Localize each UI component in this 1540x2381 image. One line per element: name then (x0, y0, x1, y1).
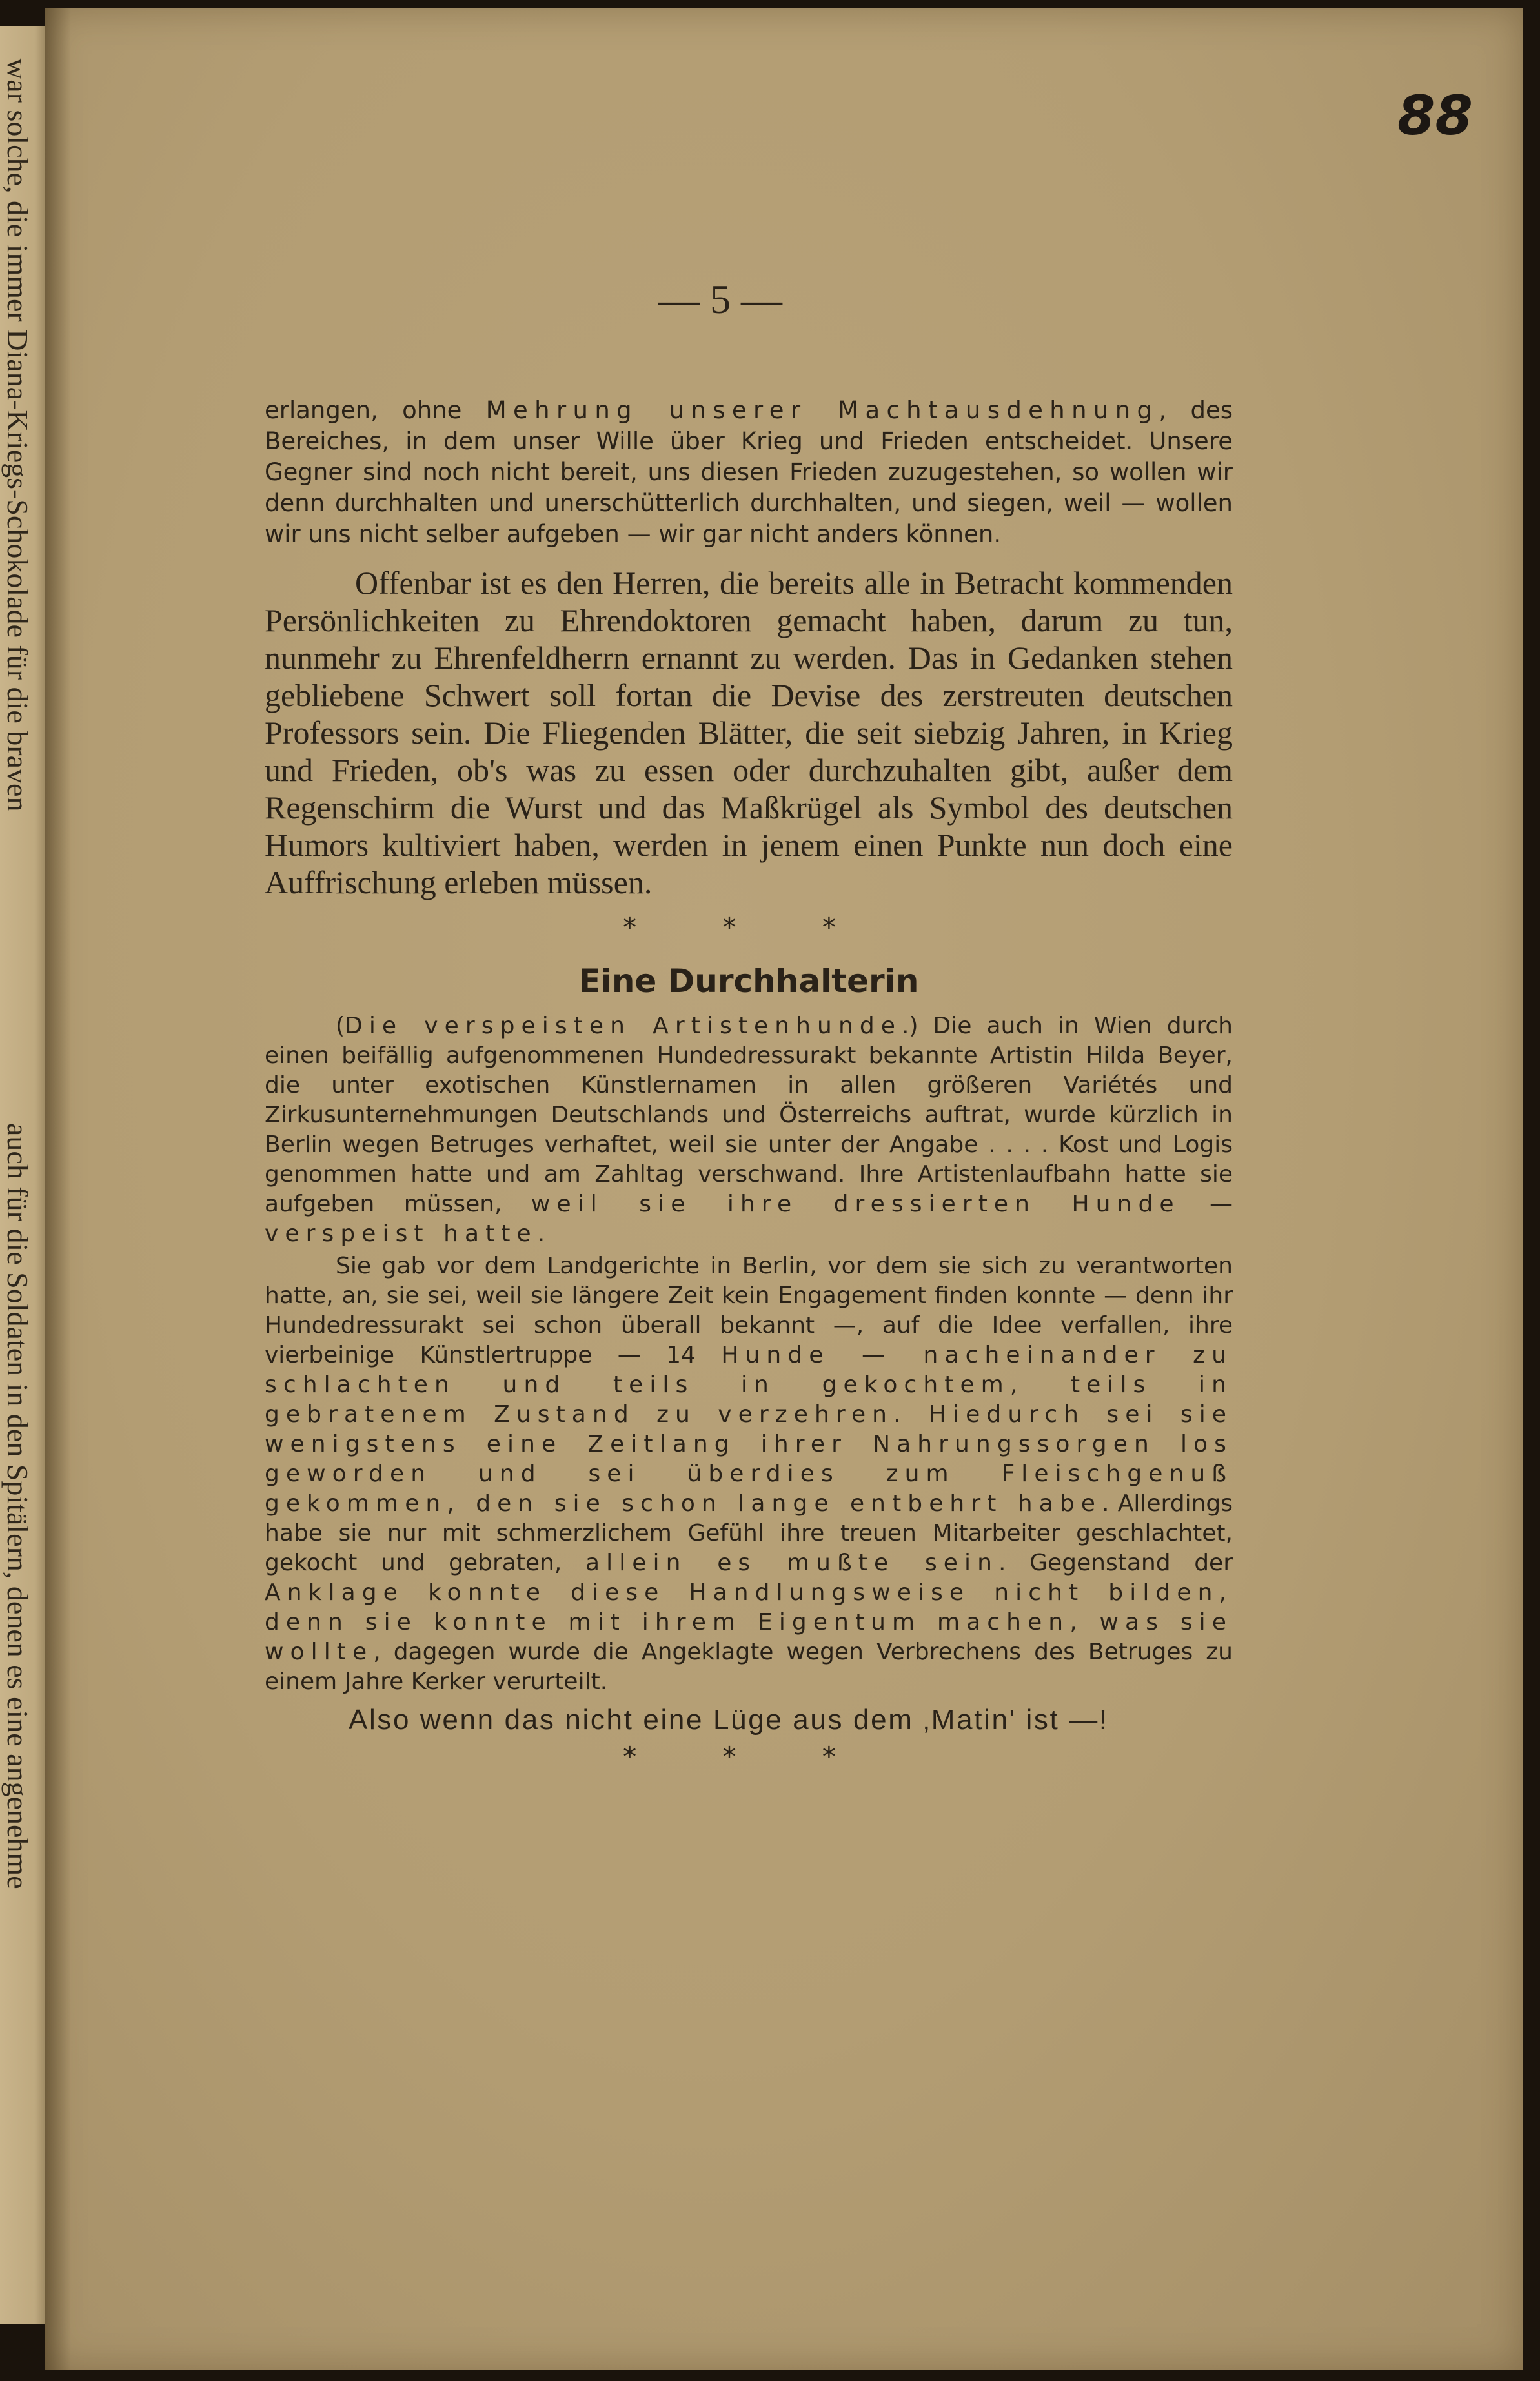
spaced-emphasis-run: Die verspeisten Artistenhunde (345, 1013, 902, 1039)
adjacent-page-strip (0, 26, 50, 2324)
text-run: Sie gab vor dem Landgerichte in Berlin, vor dem sie sich zu verantworten hatte, an, sie sei, weil sie längere Zeit kein Engagement finden konnte — denn ihr Hundedressurakt sei schon überall bekannt —, auf die Idee verfallen, ihre vierbeinige Künstlertruppe — 14 (265, 1253, 1233, 1368)
paragraph-3 (265, 1011, 1233, 1249)
paragraph-1 (265, 395, 1233, 550)
text-column (265, 395, 1233, 1792)
adjacent-page-text-lower: auch für die Soldaten in den Spitälern, denen es eine angenehme (1, 1123, 34, 1889)
spaced-emphasis-run: weil sie ihre dressierten Hunde (531, 1191, 1180, 1217)
text-run: ( (336, 1013, 345, 1039)
end-asterism: * * * (623, 1741, 875, 1772)
text-run: . (537, 1221, 545, 1247)
text-run: — (1180, 1191, 1233, 1217)
handwritten-page-mark: 88 (1397, 84, 1473, 147)
closing-line: Also wenn das nicht eine Lüge aus dem ‚Matin' ist —! (349, 1704, 1109, 1736)
paragraph-2: Offenbar ist es den Herren, die bereits alle in Betracht kommenden Persönlichkeiten zu Ehrendoktoren gemacht haben, darum zu tun, nunmehr zu Ehrenfeldherrn ernannt zu werden. Das in Gedanken stehen gebliebene Schwert soll fortan die Devise des zerstreuten deutschen Professors sein. Die Fliegenden Blätter, die seit siebzig Jahren, in Krieg und Frieden, ob's was zu essen oder durchzuhalten gibt, außer dem Regenschirm die Wurst und das Maßkrügel als Symbol des deutschen Humors kultiviert haben, werden in jenem einen Punkte nun doch eine Auffrischung erleben müssen. (265, 565, 1233, 900)
spaced-emphasis-run: allein es mußte sein (585, 1550, 998, 1576)
text-run: , des Bereiches, in dem unser Wille über Krieg und Frieden entscheidet. Unsere Gegner sind noch nicht bereit, uns diesen Frieden zuzugestehen, so wollen wir denn durchhalten und unerschütterlich durchhalten, und siegen, weil — wollen wir uns nicht selber aufgeben — wir gar nicht anders können. (265, 396, 1233, 548)
page-number: — 5 — (658, 276, 782, 322)
spaced-emphasis-run: Hunde — nacheinander zu schlachten und teils in gekochtem, teils in gebratenem Zustand zu verzehren. Hiedurch sei sie wenigstens eine Zeitlang ihrer Nahrungssorgen los geworden und sei überdies zum Fleischgenuß gekommen, den sie schon lange entbehrt habe (265, 1342, 1233, 1517)
adjacent-page-text-upper: war solche, die immer Diana-Kriegs-Schokolade für die braven (1, 58, 34, 812)
text-run: . Allerdings habe sie nur mit schmerzlichem Gefühl ihre treuen Mitarbeiter geschlachtet, gekocht und gebraten, (265, 1490, 1233, 1576)
spaced-emphasis-run: Mehrung unserer Machtausdehnung (485, 396, 1159, 424)
text-run: erlangen, ohne (265, 396, 486, 424)
article-heading: Eine Durchhalterin (578, 962, 919, 1000)
section-asterism: * * * (623, 911, 875, 943)
text-run: .) Die auch in Wien durch einen beifällig aufgenommenen Hundedressurakt bekannte Artistin Hilda Beyer, die unter exotischen Künstlernamen in allen größeren Variétés und Zirkusunternehmungen Deutschlands und Österreichs auftrat, wurde kürzlich in Berlin wegen Betruges verhaftet, weil sie unter der Angabe . . . . Kost und Logis genommen hatte und am Zahltag verschwand. Ihre Artistenlaufbahn hatte sie aufgeben müssen, (265, 1013, 1233, 1217)
spaced-emphasis-run: verspeist hatte (265, 1221, 538, 1247)
fold-shadow (45, 8, 71, 2370)
spaced-emphasis-run: Anklage konnte diese Handlungsweise nicht bilden, denn sie konnte mit ihrem Eigentum machen, was sie wollte (265, 1579, 1233, 1665)
paragraph-4 (265, 1251, 1233, 1697)
page (45, 8, 1523, 2370)
text-run: , dagegen wurde die Angeklagte wegen Verbrechens des Betruges zu einem Jahre Kerker verurteilt. (265, 1639, 1233, 1695)
text-run: . Gegenstand der (998, 1550, 1233, 1576)
